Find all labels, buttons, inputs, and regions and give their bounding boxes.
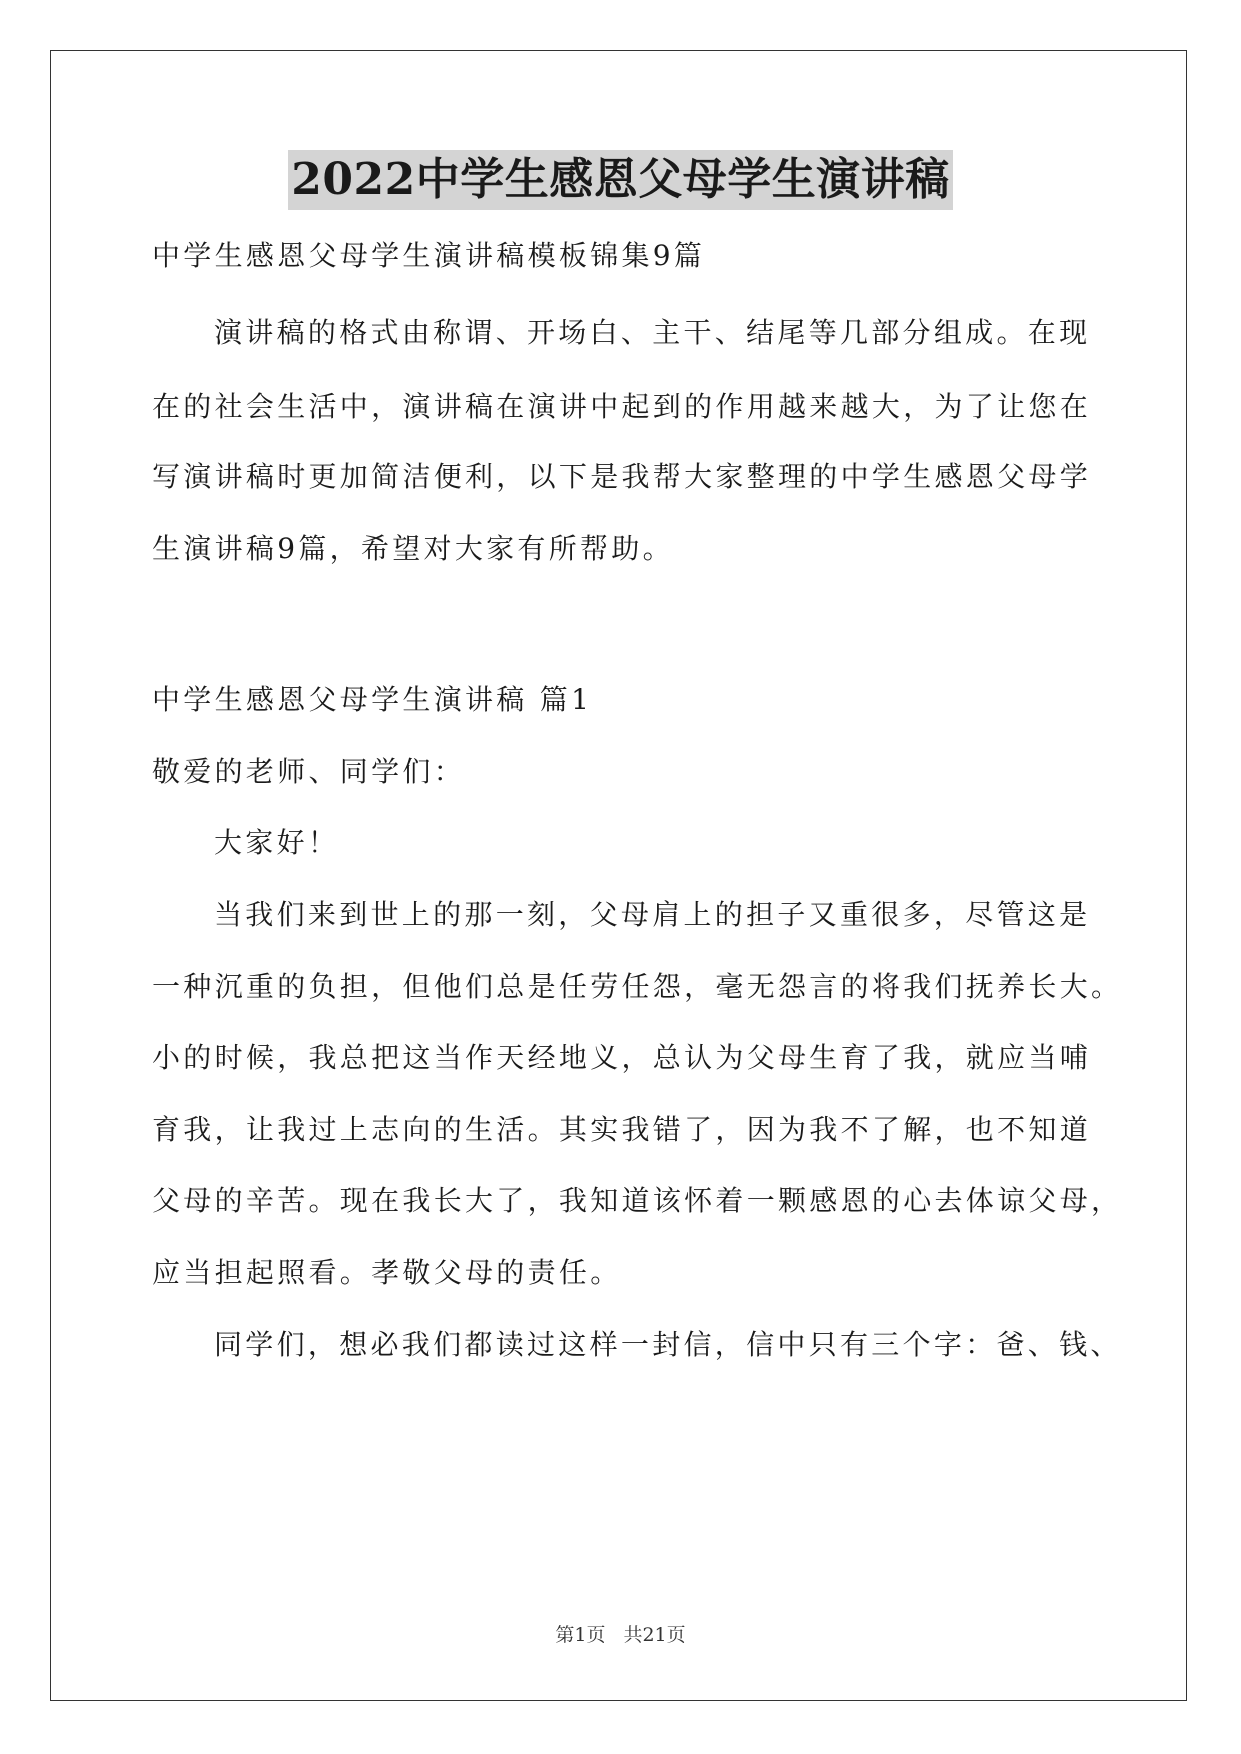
page-total: 共21页: [623, 1624, 686, 1646]
document-title: [0, 150, 1241, 210]
intro-line: 演讲稿的格式由称谓、开场白、主干、结尾等几部分组成。在现: [214, 316, 1091, 349]
intro-line: 生演讲稿9篇，希望对大家有所帮助。: [152, 532, 674, 565]
paragraph-line: 当我们来到世上的那一刻，父母肩上的担子又重很多，尽管这是: [214, 898, 1091, 931]
page-footer: [0, 1622, 1241, 1648]
document-subtitle: 中学生感恩父母学生演讲稿模板锦集9篇: [152, 239, 706, 272]
document-title-text: 2022中学生感恩父母学生演讲稿: [288, 150, 952, 210]
paragraph-line: 一种沉重的负担，但他们总是任劳任怨，毫无怨言的将我们抚养长大。: [152, 970, 1123, 1003]
intro-line: 写演讲稿时更加简洁便利，以下是我帮大家整理的中学生感恩父母学: [152, 460, 1092, 493]
page-number: 第1页: [555, 1624, 606, 1646]
paragraph-line: 小的时候，我总把这当作天经地义，总认为父母生育了我，就应当哺: [152, 1041, 1092, 1074]
paragraph-line: 应当担起照看。孝敬父母的责任。: [152, 1256, 622, 1289]
paragraph-line: 父母的辛苦。现在我长大了，我知道该怀着一颗感恩的心去体谅父母，: [152, 1184, 1123, 1217]
greeting: 大家好！: [214, 826, 340, 859]
page-border: [50, 50, 1187, 1701]
salutation: 敬爱的老师、同学们：: [152, 755, 466, 788]
paragraph-line: 同学们，想必我们都读过这样一封信，信中只有三个字：爸、钱、: [214, 1328, 1122, 1361]
paragraph-line: 育我，让我过上志向的生活。其实我错了，因为我不了解，也不知道: [152, 1113, 1092, 1146]
intro-line: 在的社会生活中，演讲稿在演讲中起到的作用越来越大，为了让您在: [152, 390, 1092, 423]
section-heading: 中学生感恩父母学生演讲稿 篇1: [152, 683, 593, 716]
